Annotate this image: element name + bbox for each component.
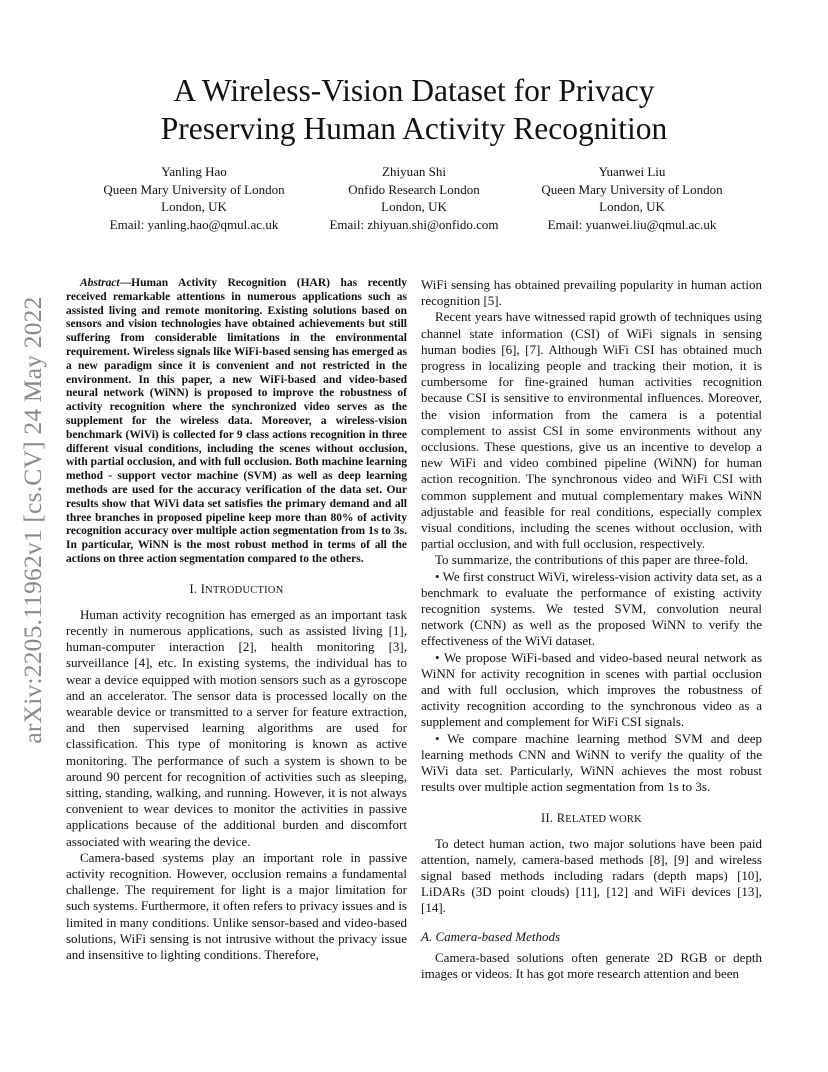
author-email: Email: yuanwei.liu@qmul.ac.uk	[547, 216, 717, 232]
abstract-label: Abstract	[80, 277, 120, 289]
author-affiliation: Queen Mary University of London	[103, 181, 285, 197]
author-name: Yuanwei Liu	[598, 164, 666, 179]
section-title-rest: NTRODUCTION	[205, 584, 284, 596]
intro-paragraph-2: Camera-based systems play an important role in passive activity recognition. However, occlusion remains a fundamental challenge. The requirement for light is a major limitation for such systems. Furthermore, it often refers to privacy issues and is limited in many conditions. Unlike sensor-based and video-based solutions, WiFi sensing is not intrusive without the privacy issue and insensitive to lighting conditions. Therefore,	[66, 849, 407, 962]
intro-paragraph-4: To summarize, the contributions of this paper are three-fold.	[435, 552, 749, 568]
author-affiliation: Queen Mary University of London	[541, 181, 723, 197]
author-affiliation: Onfido Research London	[348, 181, 480, 197]
section-initial: R	[556, 810, 566, 825]
author-name: Zhiyuan Shi	[382, 164, 446, 179]
intro-continuation: WiFi sensing has obtained prevailing popularity in human action recognition [5].	[421, 277, 762, 309]
author-location: London, UK	[381, 199, 447, 214]
author-location: London, UK	[161, 199, 227, 214]
author-3	[512, 163, 752, 233]
related-work-paragraph: To detect human action, two major solutions have been paid attention, namely, camera-based methods [8], [9] and wireless signal based methods including radars (depth maps) [10], LiDARs (3D point clouds) [11], [12] and WiFi devices [13], [14].	[421, 835, 762, 916]
contribution-bullet-3: • We compare machine learning method SVM and deep learning methods CNN and WiNN to verify the quality of the WiVi data set. Particularly, WiNN achieves the most robust results over multiple action segmentation from 1s to 3s.	[421, 730, 762, 795]
author-2	[294, 163, 534, 233]
abstract	[66, 277, 407, 567]
section-title-rest: ELATED WORK	[565, 813, 642, 825]
contribution-bullet-1: • We first construct WiVi, wireless-vision activity data set, as a benchmark to evaluate the performance of existing activity recognition systems. We tested SVM, convolution neural network (CNN) as well as the proposed WiNN to verify the effectiveness of the WiVi dataset.	[421, 568, 762, 649]
paper-title	[60, 72, 768, 148]
subsection-heading-camera-based: A. Camera-based Methods	[421, 928, 561, 944]
intro-paragraph-3: Recent years have witnessed rapid growth of techniques using channel state information (CSI) of WiFi signals in sensing human bodies [6], [7]. Although WiFi CSI has obtained much progress in localizing people and tracking their motion, it is cumbersome for fine-grained human activities recognition because CSI is sensitive to environmental influences. Moreover, the vision information from the camera is a potential complement to assist CSI in some environments without any occlusions. These questions, give us an incentive to develop a new WiFi and video combined pipeline (WiNN) for human action recognition. The synchronous video and WiFi CSI with common supplement and mutual complementary makes WiNN adjustable and feasible for real conditions, especially complex visual conditions, including the scenes without occlusion, with partial occlusion, and with full occlusion, respectively.	[421, 309, 762, 552]
author-email: Email: yanling.hao@qmul.ac.uk	[109, 216, 279, 232]
author-email: Email: zhiyuan.shi@onfido.com	[329, 216, 499, 232]
title-line-2: Preserving Human Activity Recognition	[160, 111, 668, 146]
section-numeral: II.	[541, 810, 557, 825]
contribution-bullet-2: • We propose WiFi-based and video-based neural network as WiNN for activity recognition in scenes with partial occlusion and with full occlusion, which improves the robustness of activity recognition according to the synchronous video as a supplement and complement for WiFi CSI signals.	[421, 649, 762, 730]
arxiv-identifier-text: arXiv:2205.11962v1 [cs.CV] 24 May 2022	[17, 296, 47, 744]
camera-based-paragraph: Camera-based solutions often generate 2D RGB or depth images or videos. It has got more research attention and been	[421, 949, 762, 981]
section-heading-introduction	[66, 582, 407, 597]
section-heading-related-work	[421, 811, 762, 826]
right-column	[421, 277, 762, 982]
arxiv-identifier-stamp	[10, 275, 55, 765]
section-numeral: I.	[189, 581, 201, 596]
author-location: London, UK	[599, 199, 665, 214]
title-line-1: A Wireless-Vision Dataset for Privacy	[173, 73, 655, 108]
abstract-text: —Human Activity Recognition (HAR) has recently received remarkable attentions in numerous applications such as assisted living and remote monitoring. Existing solutions based on sensors and vision technologies have obtained achievements but still suffering from considerable limitations in the environmental requirement. Wireless signals like WiFi-based sensing has emerged as a new paradigm since it is convenient and not restricted in the environment. In this paper, a new WiFi-based and video-based neural network (WiNN) is proposed to improve the robustness of activity recognition where the synchronized video serves as the supplement for the wireless data. Moreover, a wireless-vision benchmark (WiVi) is collected for 9 class actions recognition in three different visual conditions, including the scenes without occlusion, with partial occlusion, and with full occlusion. Both machine learning method - support vector machine (SVM) as well as deep learning methods are used for the accuracy verification of the data set. Our results show that WiVi data set satisfies the primary demand and all three branches in proposed pipeline keep more than 80% of activity recognition accuracy over multiple action segmentation from 1s to 3s. In particular, WiNN is the most robust method in terms of all the actions on three action segmentation compared to the others.	[66, 277, 407, 565]
intro-paragraph-1: Human activity recognition has emerged as an important task recently in numerous applications, such as assisted living [1], human-computer interaction [2], health monitoring [3], surveillance [4], etc. In existing systems, the individual has to wear a device equipped with motion sensors such as a gyroscope and an accelerator. The sensor data is processed locally on the wearable device or transmitted to a server for feature extraction, and then supervised learning algorithms are used for classification. This type of monitoring is known as active monitoring. The performance of such a system is shown to be around 90 percent for recognition of activities such as sleeping, sitting, standing, walking, and running. However, it is not always convenient to wear devices to monitor the activities in passive applications because of the additional burden and discomfort associated with wearing the device.	[66, 606, 407, 849]
section-initial: I	[200, 581, 206, 596]
left-column	[66, 277, 407, 963]
author-1	[74, 163, 314, 233]
author-block	[60, 163, 768, 243]
author-name: Yanling Hao	[161, 164, 227, 179]
